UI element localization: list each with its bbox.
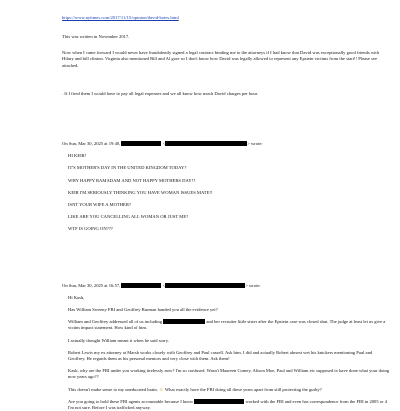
redaction-bar: [165, 141, 247, 146]
email2-paragraph-5: Kash, why are the FBI under you working tirelessly now? I'm so confused. Wasn't Maureen Comey, Alison Moe, Paul and William etc supposed to have done what your doing now years ago??: [68, 368, 390, 380]
email2-paragraph-4: Robert Lewis my ex attorney at Marsh works closely with Geoffrey and Paul cassell. Ask him. I did and actually Robert almost wet his knickers mentioning Paul and Geoffrey. He regards them as his personal mentors and very close with them. Ask them!: [68, 349, 373, 362]
email2-p2-start: William and Geoffrey addressed all of us including: [68, 319, 163, 325]
redaction-bar: [121, 141, 161, 146]
email1-header-pre: On Sun, Mar 30, 2025 at 19:40,: [62, 141, 121, 147]
intro-paragraph-2: Now when I came forward I would never have fraudulently signed a legal contract binding me to the attorneys if I had know that David was exceptionally good friends with Hilary and bill clinton. Virginia also mentioned Bill and Al gore so I don't know how David was legally allowed to represent any Epstein victims from the start!! Please see attached.: [62, 50, 380, 68]
email1-body: [62, 153, 390, 232]
email2-paragraph-3: I actually thought William meant it when he said sorry.: [68, 337, 169, 343]
email1-line: KEIR I'M SERIOUSLY THINKING YOU HAVE WOMAN ISSUES MATE!!: [68, 189, 213, 195]
emoji-icon: ☺: [159, 386, 164, 392]
email2-p6-end: What exactly have the FBI doing all these years apart from still protecting the guilty?: [164, 386, 322, 392]
email2-p7-start: Are you going to hold these FBI agents accountable because I know: [68, 398, 194, 404]
redaction-bar: [163, 319, 205, 324]
email1-header: On Sun, Mar 30, 2025 at 19:40, < > wrote:: [62, 141, 263, 147]
email2-p2-end: and her recruiter little sister after the Epstein case was closed shut. The judge at least let us give a victim impact statement. How kind of him.: [68, 319, 386, 331]
nytimes-link[interactable]: https://www.nytimes.com/2017/11/15/opinion/david-boies.html: [62, 15, 179, 20]
redaction-bar: [121, 283, 161, 288]
email1-header-post: wrote:: [250, 141, 263, 147]
email2-greeting: Hi Kash,: [68, 294, 85, 300]
email1-line: LIKE ARE YOU CANCELLING ALL WOMAN OR JUST ME?: [68, 214, 189, 220]
email2-p6-start: This doesn't make sense to my uneducated brain.: [68, 386, 158, 392]
email2-paragraph-2: [68, 319, 390, 331]
email2-header-pre: On Sun, Mar 30, 2025 at 16:57,: [62, 282, 121, 288]
redaction-bar: [165, 283, 245, 288]
email2-paragraph-1: Has William Sweeny FBI and Geoffrey Burman handed you all the evidence yet?: [68, 307, 218, 313]
email2-header: On Sun, Mar 30, 2025 at 16:57, < > wrote:: [62, 282, 261, 288]
email2-paragraph-7: [68, 399, 390, 411]
email2-header-post: wrote:: [248, 282, 261, 288]
intro-paragraph-3: . If I fired them I would have to pay all legal expenses and we all know how much David charges per hour.: [62, 90, 259, 96]
email1-line: ISNT YOUR WIFE A MOTHER?: [68, 202, 131, 208]
email2-paragraph-6: [68, 387, 390, 393]
email1-line: IT'S MOTHER'S DAY IN THE UNITED KINGDOM TODAY?: [68, 165, 187, 171]
intro-line-1: This was written in November 2017.: [62, 34, 130, 39]
email1-line: WHY HAPPY RAMADAM AND NOT HAPPY MOTHERS DAY!?: [68, 177, 196, 183]
email1-line: HI KEIR!: [68, 153, 87, 159]
email2-p7-end: worked with the FBI and even has correspondence from the FBI in 2005 or 4 I'm not sure. Before I was trafficked anyway.: [68, 398, 388, 411]
email2-body: [62, 295, 390, 411]
email1-line: WTF IS GOING ON???: [68, 226, 113, 232]
